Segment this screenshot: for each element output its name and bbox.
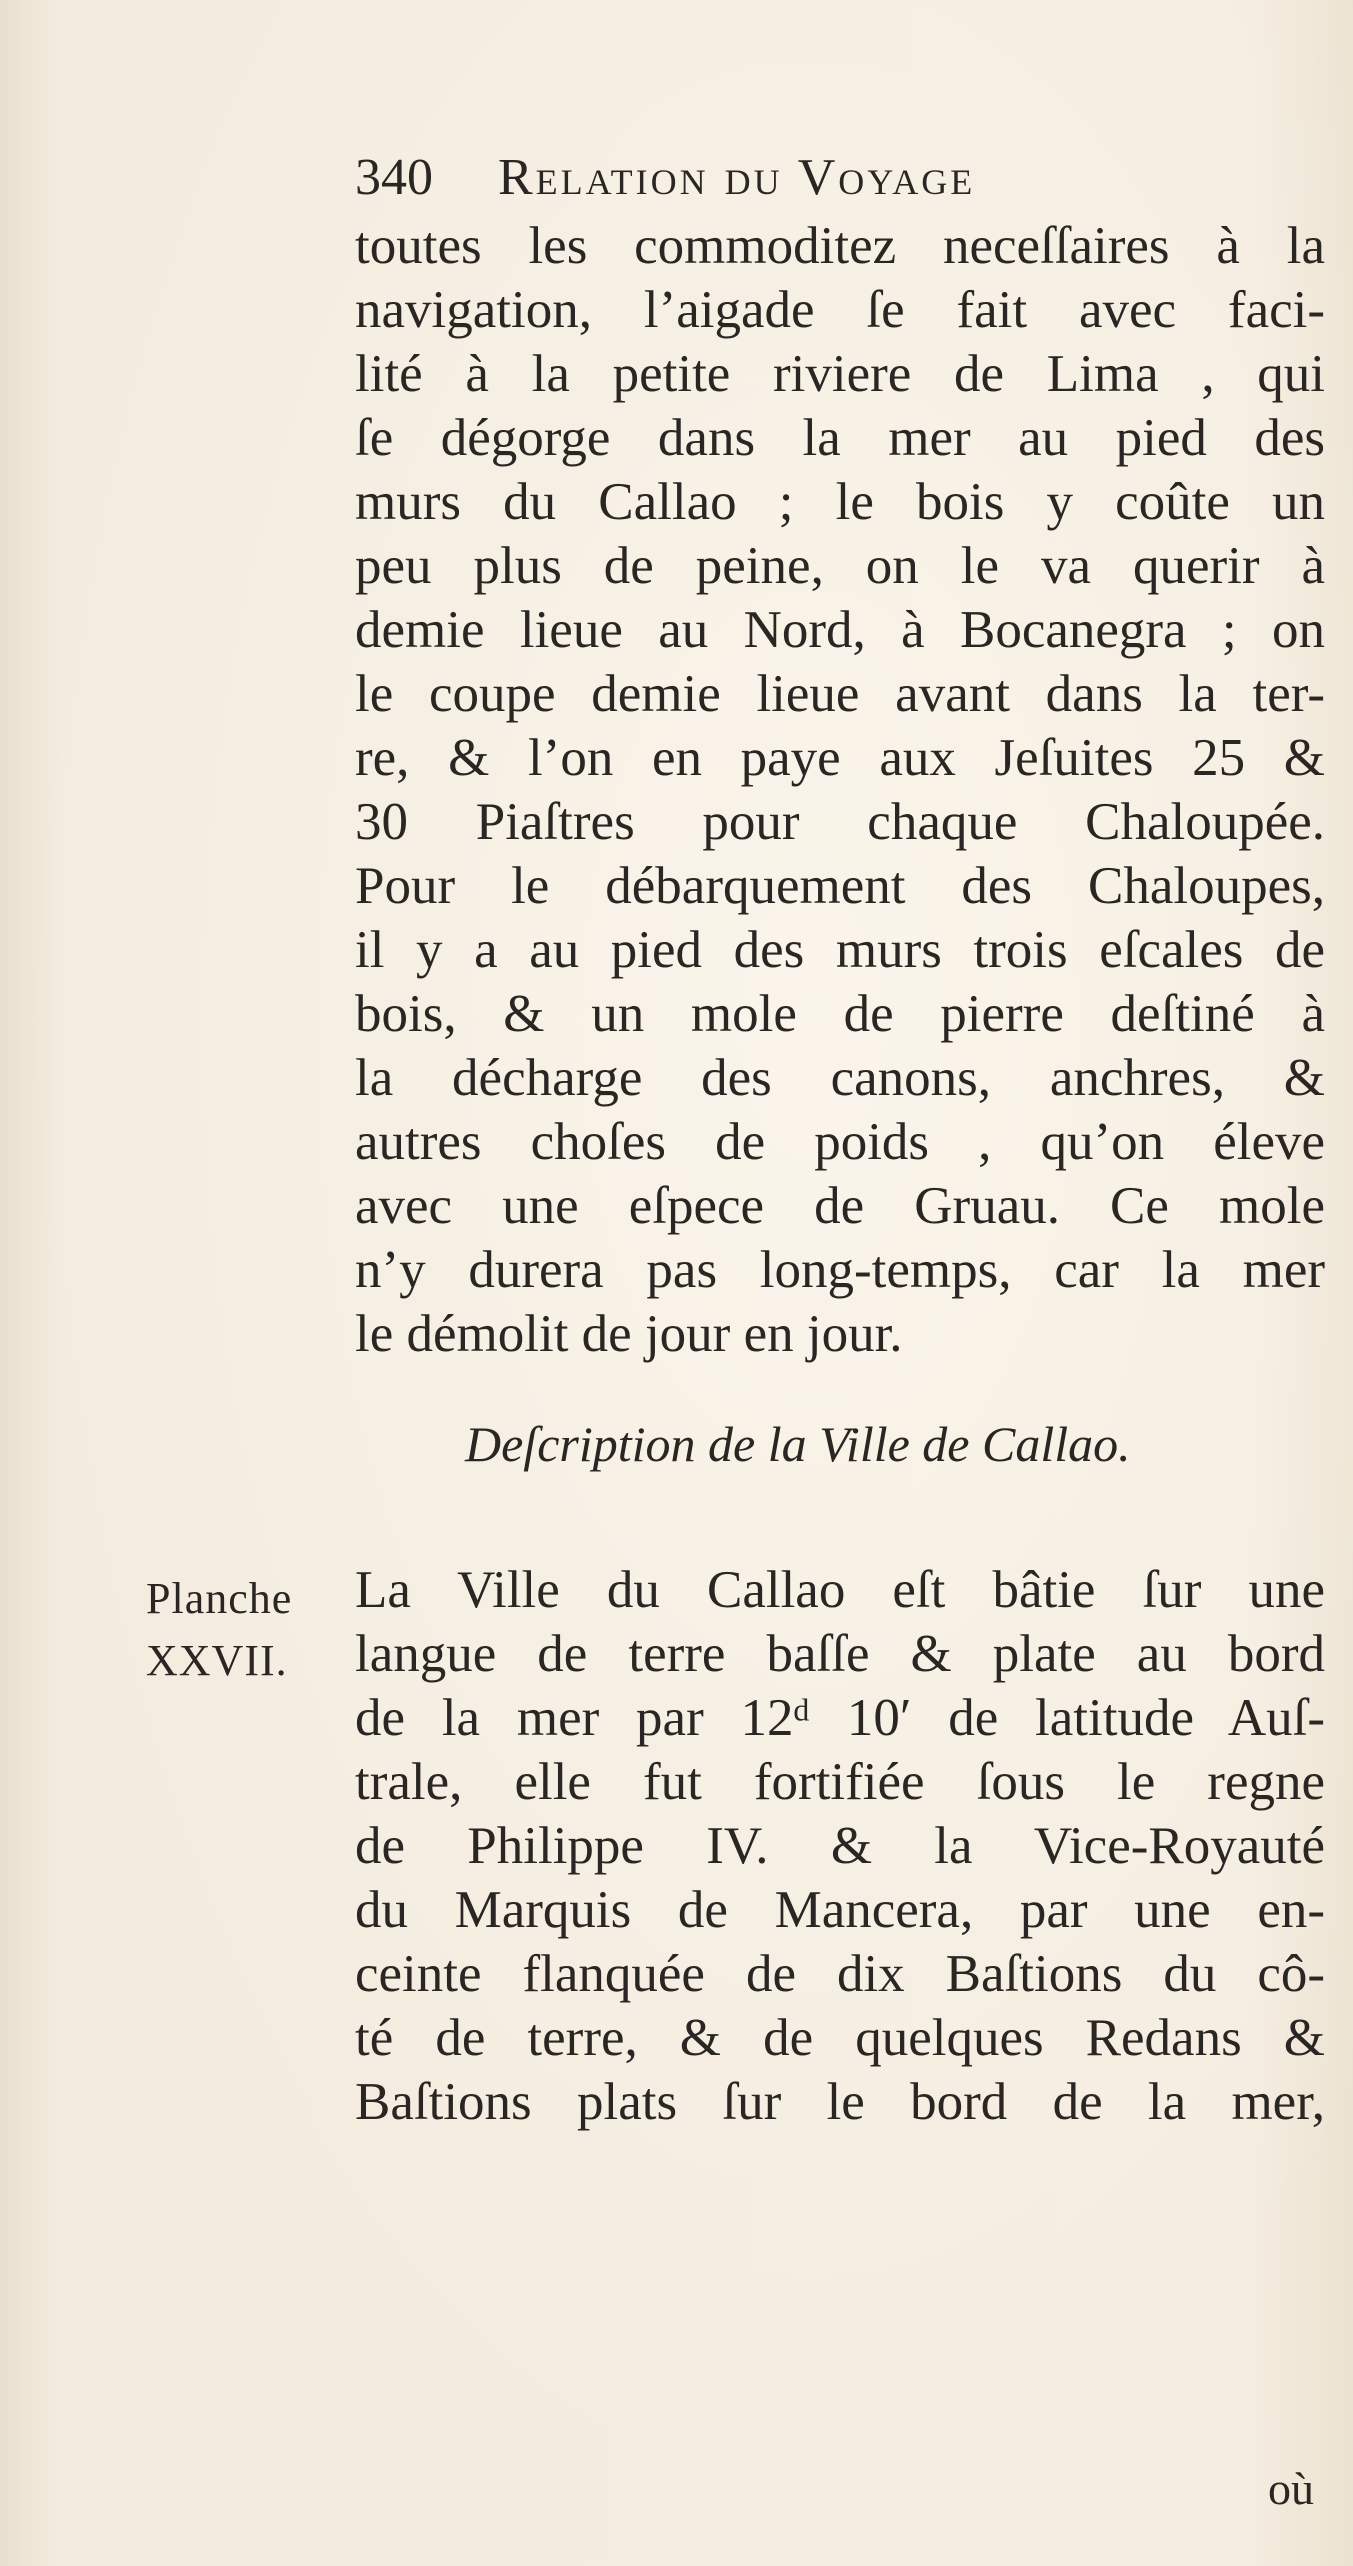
- text-line: 30 Piaſtres pour chaque Chaloupée.: [355, 793, 1325, 851]
- text-line: il y a au pied des murs trois eſcales de: [355, 921, 1325, 979]
- text-line: ſe dégorge dans la mer au pied des: [355, 409, 1325, 467]
- text-line: re, & l’on en paye aux Jeſuites 25 &: [355, 729, 1325, 787]
- text-line: n’y durera pas long-temps, car la mer: [355, 1241, 1325, 1299]
- text-line: de la mer par 12ᵈ 10ʹ de latitude Auſ-: [355, 1689, 1325, 1747]
- text-line: peu plus de peine, on le va querir à: [355, 537, 1325, 595]
- catchword: où: [1268, 2463, 1314, 2514]
- text-line: bois, & un mole de pierre deſtiné à: [355, 985, 1325, 1043]
- text-line: le démolit de jour en jour.: [355, 1305, 903, 1363]
- text-line: demie lieue au Nord, à Bocanegra ; on: [355, 601, 1325, 659]
- text-line: lité à la petite riviere de Lima , qui: [355, 345, 1325, 403]
- text-line: de Philippe IV. & la Vice-Royauté: [355, 1817, 1325, 1875]
- text-line: langue de terre baſſe & plate au bord: [355, 1625, 1325, 1683]
- margin-note-line: Planche: [146, 1574, 293, 1623]
- paragraph-2: [355, 1558, 1325, 2134]
- page-number: 340: [355, 149, 433, 206]
- text-line: Pour le débarquement des Chaloupes,: [355, 857, 1325, 915]
- text-line: navigation, l’aigade ſe fait avec faci-: [355, 281, 1325, 339]
- text-line: du Marquis de Mancera, par une en-: [355, 1881, 1325, 1939]
- section-heading: Deſcription de la Ville de Callao.: [465, 1416, 1131, 1472]
- text-line: toutes les commoditez neceſſaires à la: [355, 217, 1325, 275]
- text-line: té de terre, & de quelques Redans &: [355, 2009, 1325, 2067]
- paragraph-1: [355, 214, 1325, 1366]
- text-line: murs du Callao ; le bois y coûte un: [355, 473, 1325, 531]
- page-header: [355, 148, 1295, 208]
- margin-note: [146, 1568, 292, 1692]
- running-title: Relation du Voyage: [498, 149, 976, 206]
- text-line: trale, elle fut fortifiée ſous le regne: [355, 1753, 1325, 1811]
- text-line: le coupe demie lieue avant dans la ter-: [355, 665, 1325, 723]
- text-line: avec une eſpece de Gruau. Ce mole: [355, 1177, 1325, 1235]
- margin-note-line: XXVII.: [146, 1636, 288, 1685]
- text-line: autres choſes de poids , qu’on éleve: [355, 1113, 1325, 1171]
- text-line: la décharge des canons, anchres, &: [355, 1049, 1325, 1107]
- text-line: Baſtions plats ſur le bord de la mer,: [355, 2073, 1325, 2131]
- text-line: La Ville du Callao eſt bâtie ſur une: [355, 1561, 1325, 1619]
- text-line: ceinte flanquée de dix Baſtions du cô-: [355, 1945, 1325, 2003]
